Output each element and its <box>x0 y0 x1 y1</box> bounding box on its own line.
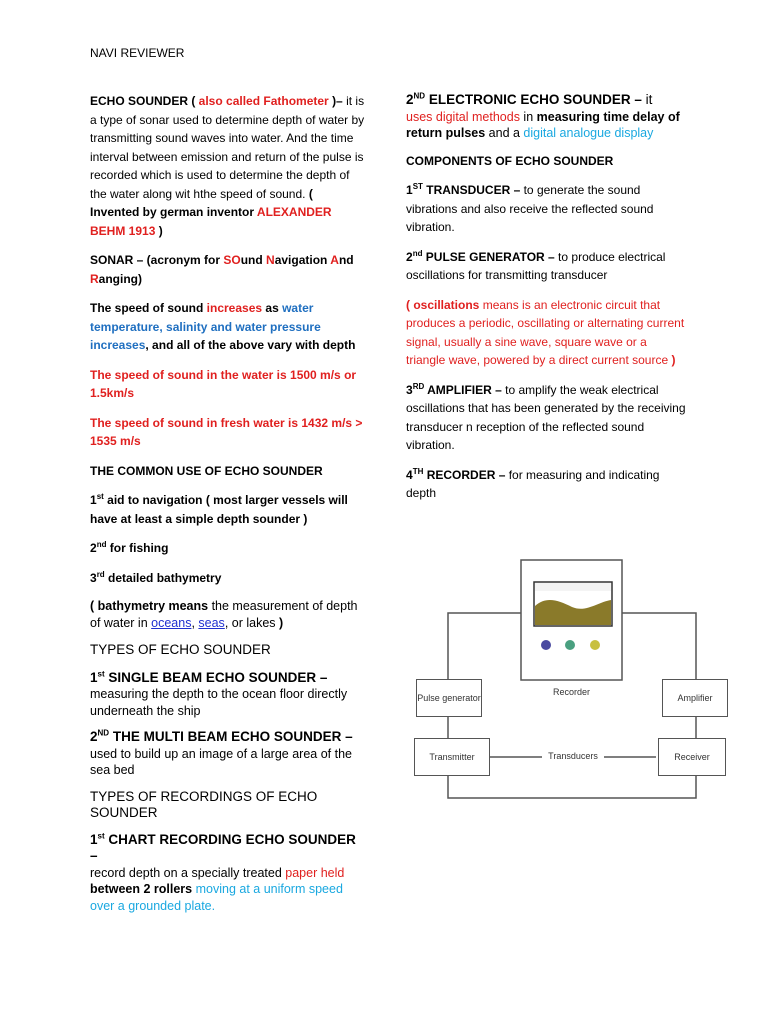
transducers-label: Transducers <box>548 751 598 761</box>
speed-in-water: The speed of sound in the water is 1500 m/s or 1.5km/s <box>90 367 357 400</box>
seas-link[interactable]: seas <box>198 615 225 630</box>
oceans-link[interactable]: oceans <box>151 615 192 630</box>
recordings-heading: TYPES OF RECORDINGS OF ECHO SOUNDER <box>90 788 318 820</box>
multi-beam-item: 2ND THE MULTI BEAM ECHO SOUNDER – used to build up an image of a large area of the sea bed <box>90 728 353 777</box>
electronic-echo-sounder: 2ND ELECTRONIC ECHO SOUNDER – it uses digital methods in measuring time delay of return pulses and a digital analogue display <box>406 91 680 140</box>
echo-sounder-diagram <box>406 550 736 805</box>
indicator-light-blue <box>541 640 551 650</box>
single-beam-item: 1st SINGLE BEAM ECHO SOUNDER – measuring the depth to the ocean floor directly underneath the ship <box>90 669 348 718</box>
component-amplifier: 3RD AMPLIFIER – to amplify the weak electrical oscillations that has been generated by the receiving transducer n reception of the reflected sound vibration. <box>406 381 686 452</box>
chart-recording-item: 1st CHART RECORDING ECHO SOUNDER – record depth on a specially treated paper held between 2 rollers moving at a uniform speed over a grounded plate. <box>90 831 356 913</box>
pulse-generator-box: Pulse generator <box>416 679 482 717</box>
component-transducer: 1ST TRANSDUCER – to generate the sound vibrations and also receive the reflected sound vibration. <box>406 182 654 234</box>
component-pulse-generator: 2nd PULSE GENERATOR – to produce electrical oscillations for transmitting transducer <box>406 248 666 282</box>
oscillations-definition: ( oscillations means is an electronic circuit that produces a periodic, oscillating or alternating current signal, usually a sine wave, square wave or a triangle wave, powered by a direct current source ) <box>406 297 685 367</box>
use-fishing: 2nd for fishing <box>90 540 169 555</box>
right-column <box>406 92 686 514</box>
page-header: NAVI REVIEWER <box>90 46 185 60</box>
speed-of-sound-note: The speed of sound increases as water temperature, salinity and water pressure increases, and all of the above vary with depth <box>90 301 356 352</box>
sonar-definition: SONAR – (acronym for SOund Navigation And Ranging) <box>90 253 354 286</box>
indicator-light-green <box>565 640 575 650</box>
echo-sounder-definition: ECHO SOUNDER ( also called Fathometer )– it is a type of sonar used to determine depth of water by transmitting sound waves into water. And the time interval between emission and return of the pulse is recorded which is used to determine the depth of the water along wit hthe speed of sound. ( Invented by german inventor ALEXANDER BEHM 1913 ) <box>90 94 365 238</box>
indicator-light-yellow <box>590 640 600 650</box>
components-heading: COMPONENTS OF ECHO SOUNDER <box>406 153 614 168</box>
amplifier-box: Amplifier <box>662 679 728 717</box>
recorder-label: Recorder <box>552 687 590 697</box>
types-heading: TYPES OF ECHO SOUNDER <box>90 642 271 657</box>
left-column <box>90 92 365 924</box>
speed-in-fresh-water: The speed of sound in fresh water is 1432 m/s > 1535 m/s <box>90 415 363 448</box>
component-recorder: 4TH RECORDER – for measuring and indicating depth <box>406 466 660 500</box>
common-use-heading: THE COMMON USE OF ECHO SOUNDER <box>90 463 323 478</box>
use-bathymetry: 3rd detailed bathymetry <box>90 569 222 585</box>
receiver-box: Receiver <box>658 738 726 776</box>
use-navigation: 1st aid to navigation ( most larger vessels will have at least a simple depth sounder ) <box>90 492 348 526</box>
bathymetry-definition: ( bathymetry means the measurement of depth of water in oceans, seas, or lakes ) <box>90 599 358 630</box>
transmitter-box: Transmitter <box>414 738 490 776</box>
